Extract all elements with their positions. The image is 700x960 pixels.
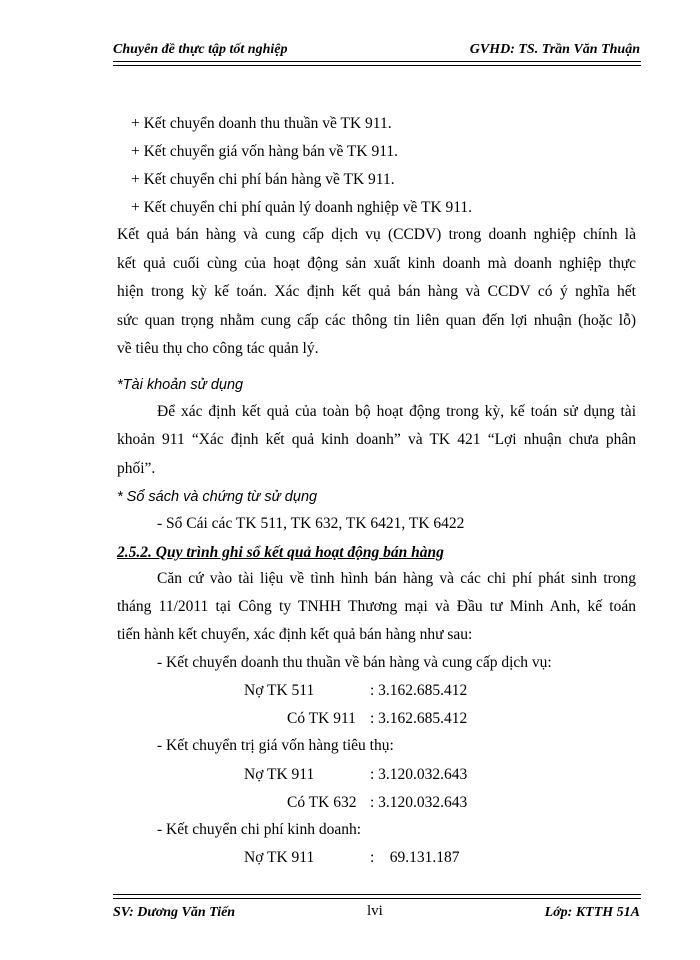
debit-amount: : 3.120.032.643 — [370, 766, 468, 783]
debit-account: Nợ TK 911 — [244, 766, 315, 783]
paragraph-line: về tiêu thụ cho công tác quản lý. — [117, 340, 319, 357]
paragraph-line: phối”. — [117, 460, 156, 477]
footer-right: Lớp: KTTH 51A — [544, 905, 640, 920]
credit-account: Có TK 911 — [287, 710, 356, 727]
debit-account: Nợ TK 911 — [244, 849, 315, 866]
credit-amount: : 3.162.685.412 — [370, 710, 468, 727]
paragraph-line: hiện trong kỳ kế toán. Xác định kết quả bán hàng và CCDV có ý nghĩa hết — [117, 283, 636, 300]
header-right: GVHD: TS. Trần Văn Thuận — [469, 42, 640, 57]
bullet-item: + Kết chuyển giá vốn hàng bán về TK 911. — [131, 143, 399, 160]
section-title: 2.5.2. Quy trình ghi sổ kết quả hoạt động bán hàng — [117, 544, 444, 561]
paragraph-line: khoản 911 “Xác định kết quả kinh doanh” và TK 421 “Lợi nhuận chưa phân — [117, 431, 636, 448]
paragraph-line: sức quan trọng nhằm cung cấp các thông tin liên quan đến lợi nhuận (hoặc lỗ) — [117, 312, 636, 329]
bullet-item: + Kết chuyển chi phí quản lý doanh nghiệp về TK 911. — [131, 199, 473, 216]
credit-amount: : 3.120.032.643 — [370, 794, 468, 811]
entry-title: - Kết chuyển doanh thu thuần về bán hàng và cung cấp dịch vụ: — [157, 654, 552, 671]
paragraph-line: kết quả cuối cùng của hoạt động sản xuất kinh doanh mà doanh nghiệp thực — [117, 255, 636, 272]
footer-rule-bottom — [113, 898, 641, 899]
header-rule-bottom — [113, 65, 641, 66]
paragraph-line: tháng 11/2011 tại Công ty TNHH Thương mại và Đầu tư Minh Anh, kế toán — [117, 598, 636, 615]
books-heading: * Sổ sách và chứng từ sử dụng — [117, 489, 318, 505]
paragraph-line: Căn cứ vào tài liệu về tình hình bán hàng và các chi phí phát sinh trong — [157, 570, 636, 587]
account-heading: *Tài khoản sử dụng — [117, 377, 244, 393]
paragraph-line: tiến hành kết chuyển, xác định kết quả bán hàng như sau: — [117, 626, 473, 643]
books-line: - Sổ Cái các TK 511, TK 632, TK 6421, TK 6422 — [157, 515, 465, 532]
credit-account: Có TK 632 — [287, 794, 357, 811]
page-number: lvi — [367, 903, 383, 919]
footer-rule-top — [113, 894, 641, 895]
header-rule-top — [113, 61, 641, 62]
entry-title: - Kết chuyển trị giá vốn hàng tiêu thụ: — [157, 737, 394, 754]
entry-title: - Kết chuyển chi phí kinh doanh: — [157, 821, 362, 838]
debit-amount: : 69.131.187 — [370, 849, 460, 866]
bullet-item: + Kết chuyển doanh thu thuần về TK 911. — [131, 115, 392, 132]
footer-left: SV: Dương Văn Tiến — [113, 905, 236, 920]
header-left: Chuyên đề thực tập tốt nghiệp — [113, 42, 288, 57]
bullet-item: + Kết chuyển chi phí bán hàng về TK 911. — [131, 171, 395, 188]
debit-amount: : 3.162.685.412 — [370, 682, 468, 699]
paragraph-line: Để xác định kết quả của toàn bộ hoạt động trong kỳ, kế toán sử dụng tài — [157, 403, 636, 420]
paragraph-line: Kết quả bán hàng và cung cấp dịch vụ (CCDV) trong doanh nghiệp chính là — [117, 226, 636, 243]
debit-account: Nợ TK 511 — [244, 682, 315, 699]
